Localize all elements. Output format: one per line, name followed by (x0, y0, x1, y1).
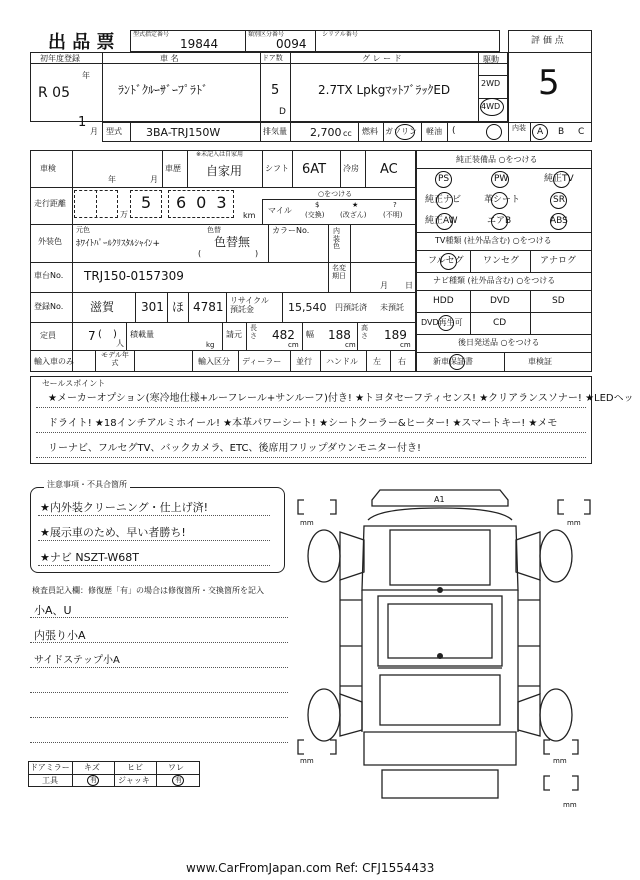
equipment-title: 純正装備品 ○をつける (456, 155, 538, 164)
displacement-value: 2,700 (310, 126, 342, 139)
drive-2wd: 2WD (481, 79, 501, 88)
reg-kana: ほ (172, 300, 185, 314)
car-name: ﾗﾝﾄﾞｸﾙｰｻﾞｰﾌﾟﾗﾄﾞ (118, 83, 209, 97)
first-reg-year: R 05 (38, 85, 70, 101)
color-paren-close: ) (255, 249, 259, 258)
tire-mm-fr: mm (567, 519, 581, 527)
shift-value: 6AT (302, 162, 327, 177)
fuel-circle (395, 124, 415, 140)
interior-color-label: 内装色 (333, 227, 340, 251)
load-label: 積載量 (130, 330, 154, 339)
drive-4wd: 4WD (481, 102, 501, 111)
name-change-month-unit: 月 (380, 281, 388, 290)
color-label: 外装色 (38, 237, 62, 246)
note-2: ★展示車のため、早い者勝ち! (40, 526, 186, 539)
equip-abs: ABS (550, 216, 568, 226)
handle-right: 右 (398, 357, 406, 366)
km-unit: km (243, 211, 256, 220)
dealer-label: ディーラー (242, 357, 282, 366)
docs-title: 後日発送品 ○をつける (458, 338, 540, 347)
legend-break: ワレ (168, 763, 184, 772)
displacement-label: 排気量 (263, 127, 287, 136)
import-type-label: 輸入区分 (198, 357, 230, 366)
inspector-item-1: 小A、U (34, 604, 72, 617)
tire-mm-spare: mm (563, 801, 577, 809)
shaken-label: 車検 (40, 164, 56, 173)
equip-airbag: エアB (487, 216, 512, 226)
tv-title: TV種類 (社外品含む) ○をつける (435, 236, 552, 245)
legend-tools-value: 有 (90, 776, 97, 784)
mile-dollar: $ (315, 201, 320, 209)
first-reg-month-unit: 月 (90, 127, 98, 136)
cc-unit: cc (343, 129, 352, 138)
tv-analog: アナログ (540, 256, 577, 266)
model-designation-label: 型式指定番号 (133, 31, 170, 38)
sheet-title: 出 品 票 (48, 32, 115, 53)
capacity-value: 7 (88, 329, 96, 343)
navi-dvd: DVD (490, 296, 510, 306)
interior-label: 内装 (512, 124, 526, 132)
color-change-label: 色替 (207, 226, 221, 234)
length-value: 482 (272, 328, 295, 342)
unpaid-label: 未預託 (380, 303, 404, 312)
original-color-value: ﾎﾜｲﾄﾊﾟｰﾙｸﾘｽﾀﾙｼｬｲﾝ+ (76, 239, 161, 249)
model-designation-value: 19844 (180, 37, 219, 51)
category-value: 0094 (276, 37, 307, 51)
mile-star: ★ (352, 201, 359, 209)
legend-jack: ジャッキ (118, 776, 150, 785)
car-damage-diagram (280, 470, 600, 820)
door-suffix: D (279, 107, 286, 117)
equip-pw: PW (494, 174, 509, 184)
mile-tampered: (改ざん) (340, 211, 367, 219)
grade-value: 2.7TX LpkgﾏｯﾄﾌﾞﾗｯｸED (318, 83, 451, 97)
vehicle-type-note: ※未記入は自家用 (196, 151, 244, 158)
mile-unknown: (不明) (383, 211, 403, 219)
color-change-value: 色替無 (214, 235, 251, 249)
tv-oneseg: ワンセグ (483, 256, 520, 266)
handle-left: 左 (373, 357, 381, 366)
chassis-label: 車台No. (34, 271, 64, 280)
legend-tools: 工具 (42, 776, 58, 785)
capacity-unit: 人 (116, 339, 124, 348)
doors-value: 5 (271, 83, 280, 98)
original-color-label: 元色 (76, 226, 90, 234)
note-3: ★ナビ NSZT-W68T (40, 551, 139, 564)
reg-number: 4781 (193, 300, 224, 314)
legend-crack: ヒビ (127, 763, 143, 772)
interior-b: B (558, 127, 565, 137)
interior-c: C (578, 127, 585, 137)
width-label: 幅 (306, 330, 314, 339)
mile-exchange: (交換) (305, 211, 325, 219)
vehicle-type-label: 車歴 (165, 164, 181, 173)
docs-shaken: 車検証 (528, 357, 552, 366)
sales-line-2: ドライト! ★18インチアルミホイール! ★本革パワーシート! ★シートクーラー&ヒーター! ★スマートキー! ★メモ (48, 418, 558, 429)
capacity-label: 定員 (40, 331, 56, 340)
shaken-year-unit: 年 (108, 175, 116, 184)
rating-value: 5 (538, 63, 560, 103)
mileage-label: 走行距離 (34, 199, 66, 208)
reg-class: 301 (141, 300, 164, 314)
fuel-other-circle (486, 124, 502, 140)
car-name-label: 車 名 (160, 54, 179, 63)
notes-label: 注意事項・不具合箇所 (44, 481, 130, 489)
fuel-label: 燃料 (362, 127, 378, 136)
inspector-item-2: 内張り小A (34, 629, 86, 642)
mileage-man: 5 (141, 193, 152, 212)
fuel-other-paren: ( (452, 126, 456, 136)
vehicle-type-value: 自家用 (206, 164, 243, 178)
sales-points-label: セールスポイント (42, 379, 106, 388)
width-cm: cm (345, 341, 356, 349)
serial-label: シリアル番号 (322, 31, 358, 38)
parallel-label: 並行 (296, 357, 312, 366)
inspector-label: 検査員記入欄：修復歴「有」の場合は修復箇所・交換箇所を記入 (32, 586, 264, 595)
equip-aw: 純正AW (425, 216, 458, 226)
interior-a-circle (532, 124, 548, 140)
equip-ps: PS (438, 174, 450, 184)
light-oil-label: 軽油 (426, 127, 442, 136)
length-label: 長さ (250, 324, 257, 340)
height-cm: cm (400, 341, 411, 349)
import-label: 輸入車のみ (34, 357, 74, 366)
mileage-circle-note: ○をつける (318, 190, 353, 198)
docs-warranty: 新車保証書 (433, 357, 473, 366)
navi-title: ナビ種類 (社外品含む) ○をつける (433, 276, 556, 285)
first-reg-year-unit: 年 (82, 71, 90, 80)
recycle-amount: 15,540 (288, 301, 327, 314)
legend-mirror: ドアミラー (30, 763, 70, 772)
color-no-label: カラーNo. (272, 226, 310, 235)
tire-mm-fl: mm (300, 519, 314, 527)
equip-sr: SR (553, 195, 565, 205)
shift-label: シフト (265, 164, 289, 173)
navi-dvd-play: DVD再生可 (421, 318, 463, 327)
load-kg: kg (206, 341, 215, 349)
navi-hdd: HDD (433, 296, 454, 306)
drive-label: 駆動 (483, 55, 499, 64)
inspector-item-3: サイドステップ小A (34, 655, 120, 666)
drive-4wd-circle (480, 98, 504, 116)
equip-navi: 純正ナビ (425, 195, 462, 205)
chassis-value: TRJ150-0157309 (84, 269, 184, 283)
color-paren-open: ( (198, 249, 202, 258)
model-label: 型式 (106, 127, 122, 136)
shaken-month-unit: 月 (150, 175, 158, 184)
tv-fullseg: フルセグ (428, 256, 464, 266)
ac-value: AC (380, 162, 398, 177)
height-value: 189 (384, 328, 407, 342)
fuel-value: ガソリン (385, 127, 417, 136)
grade-label: グ レ ー ド (362, 54, 402, 63)
model-value: 3BA-TRJ150W (146, 126, 221, 139)
mileage-man-unit: 万 (120, 210, 128, 219)
first-reg-label: 初年度登録 (40, 54, 80, 63)
mile-label: マイル (268, 206, 292, 215)
price-label: 請元 (226, 330, 242, 339)
reg-pref: 滋賀 (90, 300, 115, 314)
recycle-label: リサイクル預託金 (230, 296, 269, 315)
handle-label: ハンドル (326, 357, 358, 366)
reg-label: 登録No. (34, 302, 64, 311)
damage-mark-a1: A1 (434, 495, 445, 504)
tire-mm-rr: mm (553, 757, 567, 765)
name-change-label: 名変期日 (332, 264, 346, 280)
doors-label: ドア数 (262, 54, 283, 62)
tire-mm-rl: mm (300, 757, 314, 765)
footer-watermark: www.CarFromJapan.com Ref: CFJ1554433 (186, 861, 435, 875)
ac-label: 冷房 (343, 164, 359, 173)
mileage-thousands: 603 (176, 193, 237, 212)
legend-jack-value: 有 (175, 776, 182, 784)
rating-label: 評 価 点 (531, 36, 564, 46)
first-reg-month: 1 (78, 115, 87, 130)
note-1: ★内外装クリーニング・仕上げ済! (40, 501, 209, 514)
interior-a: A (537, 127, 544, 137)
width-value: 188 (328, 328, 351, 342)
equip-tv: 純正TV (544, 174, 574, 184)
sales-line-1: ★メーカーオプション(寒冷地仕様+ルーフレール+サンルーフ)付き! ★トヨタセーフティセンス! ★クリアランスソナー! ★LEDヘッ (48, 393, 634, 404)
navi-sd: SD (552, 296, 565, 306)
model-year-label: モデル年式 (101, 351, 129, 367)
sales-line-3: リーナビ、フルセグTV、バックカメラ、ETC、後席用フリップダウンモニター付き! (48, 443, 421, 454)
name-change-day-unit: 日 (405, 281, 413, 290)
navi-cd: CD (493, 318, 507, 328)
legend-scratch: キズ (84, 763, 100, 772)
height-label: 高さ (361, 324, 368, 340)
category-label: 類別区分番号 (248, 31, 285, 38)
mile-question: ? (393, 201, 397, 209)
equip-leather: 革シート (484, 195, 521, 205)
length-cm: cm (288, 341, 299, 349)
recycle-unit: 円預託済 (335, 303, 367, 312)
